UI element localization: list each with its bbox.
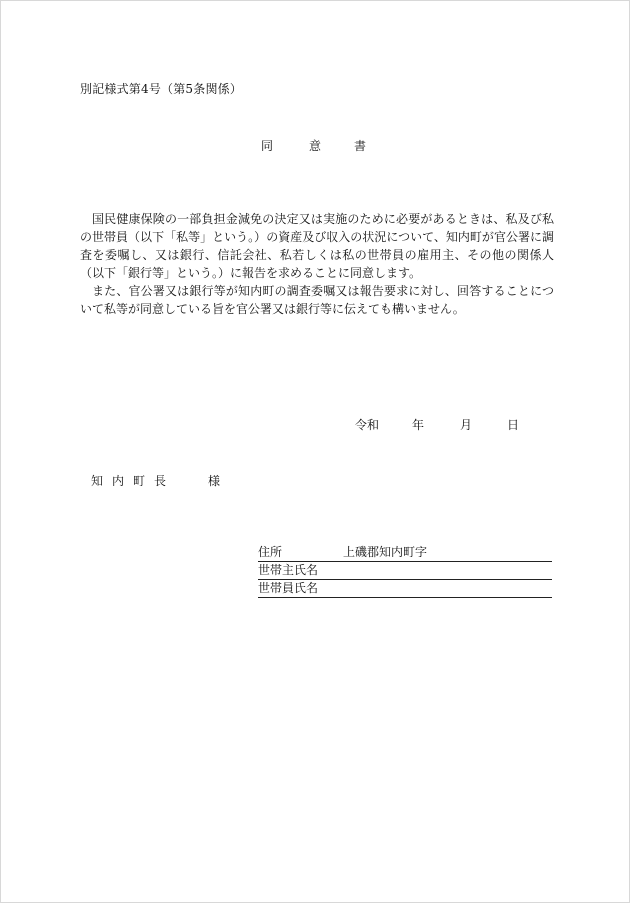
member-row <box>258 580 552 598</box>
householder-row <box>258 562 552 580</box>
consent-paragraph-1: 国民健康保険の一部負担金減免の決定又は実施のために必要があるときは、私及び私の世帯員（以下「私等」という。）の資産及び収入の状況について、知内町が官公署に調査を委嘱し、又は銀行、信託会社、私若しくは私の世帯員の雇用主、その他の関係人（以下「銀行等」という。）に報告を求めることに同意します。 <box>80 212 554 280</box>
addressee-name: 知内町長 <box>91 474 176 488</box>
householder-label: 世帯主氏名 <box>258 563 319 577</box>
title-char-3: 書 <box>354 139 367 153</box>
addressee <box>91 472 221 489</box>
consent-body <box>80 210 554 318</box>
member-label: 世帯員氏名 <box>258 581 319 595</box>
address-row <box>258 544 552 562</box>
address-label: 住所 <box>258 545 283 559</box>
address-value: 上磯郡知内町字 <box>343 545 428 559</box>
title-char-1: 同 <box>261 139 274 153</box>
signature-block <box>258 544 552 598</box>
addressee-honorific: 様 <box>208 474 221 488</box>
document-title <box>261 137 366 154</box>
date-era: 令和 <box>355 418 380 432</box>
date-day-unit: 日 <box>507 418 520 432</box>
date-year-unit: 年 <box>412 418 425 432</box>
form-number: 別記様式第4号（第5条関係） <box>80 82 243 96</box>
title-char-2: 意 <box>309 139 322 153</box>
date-month-unit: 月 <box>460 418 473 432</box>
consent-paragraph-2: また、官公署又は銀行等が知内町の調査委嘱又は報告要求に対し、回答することについて私等が同意している旨を官公署又は銀行等に伝えても構いません。 <box>80 284 554 316</box>
